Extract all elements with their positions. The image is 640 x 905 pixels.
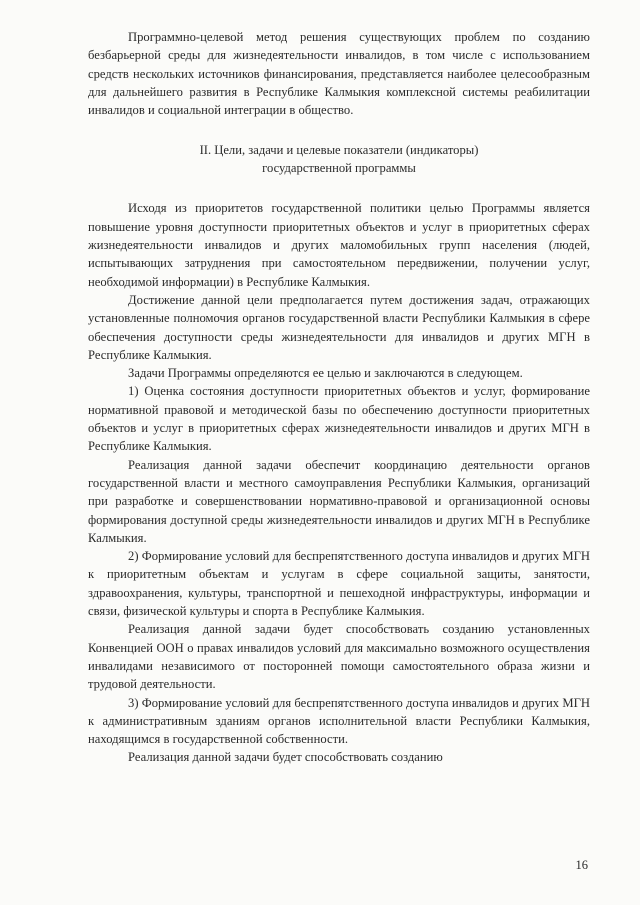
intro-paragraph: Программно-целевой метод решения существующих проблем по созданию безбарьерной среды для жизнедеятельности инвалидов, в том числе с использованием средств нескольких источников финансирования, представляется наиболее целесообразным для дальнейшего развития в Республике Калмыкия комплексной системы реабилитации инвалидов и социальной интеграции в общество. bbox=[88, 30, 590, 118]
page-number: 16 bbox=[575, 858, 588, 872]
paragraph-tasks-intro: Задачи Программы определяются ее целью и заключаются в следующем. bbox=[128, 366, 523, 381]
paragraph-task-3: 3) Формирование условий для беспрепятственного доступа инвалидов и других МГН к административным зданиям органов исполнительной власти Республики Калмыкия, находящимся в государственной собственности. bbox=[88, 695, 590, 747]
paragraph-task-2-implementation: Реализация данной задачи будет способствовать созданию установленных Конвенцией ООН о правах инвалидов условий для максимально возможного осуществления инвалидами независимого от посторонней помощи самостоятельного образа жизни и трудовой деятельности. bbox=[88, 622, 590, 692]
section-heading-line-2: государственной программы bbox=[262, 161, 416, 176]
section-heading-line-1: II. Цели, задачи и целевые показатели (индикаторы) bbox=[199, 143, 479, 158]
paragraph-goal-achievement: Достижение данной цели предполагается путем достижения задач, отражающих установленные полномочия органов государственной власти Республики Калмыкия в сфере обеспечения доступности среды жизнедеятельности для инвалидов и других МГН в Республике Калмыкия. bbox=[88, 292, 590, 362]
paragraph-goal: Исходя из приоритетов государственной политики целью Программы является повышение уровня доступности приоритетных объектов и услуг в приоритетных сферах жизнедеятельности инвалидов и других маломобильных групп населения (людей, испытывающих затруднения при самостоятельном передвижении, получении услуг, необходимой информации) в Республике Калмыкия. bbox=[88, 201, 590, 289]
section-heading bbox=[88, 141, 590, 177]
paragraph-task-3-implementation: Реализация данной задачи будет способствовать созданию bbox=[128, 750, 443, 765]
paragraph-task-1-implementation: Реализация данной задачи обеспечит координацию деятельности органов государственной власти и местного самоуправления Республики Калмыкия, организаций при разработке и совершенствовании нормативно-правовой и организационной основы формирования доступной среды жизнедеятельности инвалидов и других МГН в Республике Калмыкия. bbox=[88, 457, 590, 545]
paragraph-task-1: 1) Оценка состояния доступности приоритетных объектов и услуг, формирование нормативной правовой и методической базы по обеспечению доступности приоритетных объектов и услуг в приоритетных сферах жизнедеятельности инвалидов и других МГН в Республике Калмыкия. bbox=[88, 384, 590, 454]
paragraph-task-2: 2) Формирование условий для беспрепятственного доступа инвалидов и других МГН к приоритетным объектам и услугам в сфере социальной защиты, занятости, здравоохранения, культуры, транспортной и пешеходной инфраструктуры, информации и связи, физической культуры и спорта в Республике Калмыкия. bbox=[88, 549, 590, 619]
